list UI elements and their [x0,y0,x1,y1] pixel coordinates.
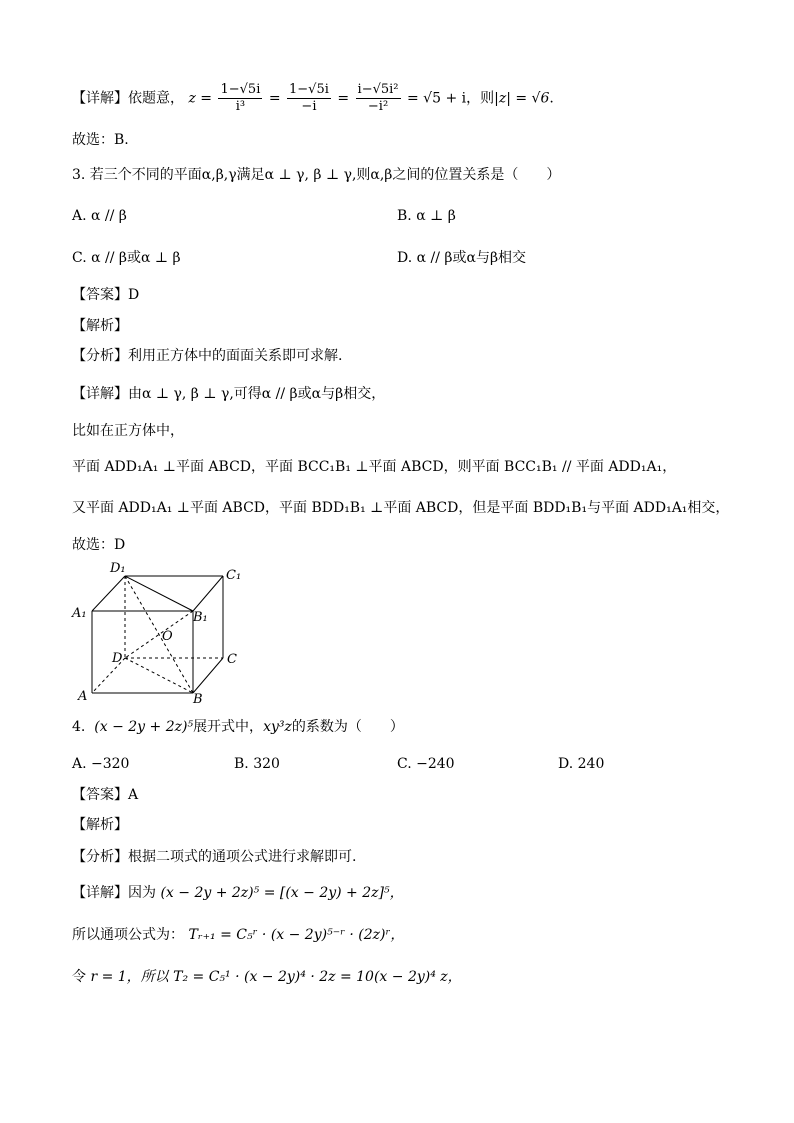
fraction-3: $\frac{\text{i−√5i²}}{\text{−i²}}$ [357,82,399,114]
label-d1: D₁ [110,561,126,576]
q4-let-pre: 令 [72,969,86,985]
q3-answer: 【答案】D [72,287,140,303]
q4-expr: (x − 2y + 2z)⁵ [94,719,194,735]
edge-bc [193,658,223,693]
q3-line2: 又平面 ADD₁A₁ ⊥平面 ABCD，平面 BDD₁B₁ ⊥平面 ABCD，但是平面 BDD₁B₁与平面 ADD₁A₁相交， [72,500,730,516]
q3-line1: 平面 ADD₁A₁ ⊥平面 ABCD，平面 BCC₁B₁ ⊥平面 ABCD，则平面 BCC₁B₁ // 平面 ADD₁A₁， [72,459,677,475]
q4-general-expr: Tᵣ₊₁ = C₅ʳ · (x − 2y)⁵⁻ʳ · (2z)ʳ， [188,927,405,943]
equals: = [200,90,213,107]
label-a1: A₁ [72,606,87,621]
abs-z: |z| = √6 [494,90,550,107]
q3-analysis: 【分析】利用正方体中的面面关系即可求解. [72,348,343,364]
q3-example: 比如在正方体中， [72,423,184,439]
q3-option-a: A. α // β [72,208,127,224]
fraction-1: $\frac{1-√5i}{\text{i³}}$ [220,82,261,114]
detail-line-1 [72,82,554,115]
q4-stem-end: 的系数为（ ） [291,719,404,735]
q4-option-c: C. −240 [397,756,455,772]
q3-jiexi: 【解析】 [72,318,128,334]
q4-answer: 【答案】A [72,787,139,803]
cube-diagram [70,558,250,708]
q4-stem-text: 展开式中， [193,719,264,735]
q4-analysis: 【分析】根据二项式的通项公式进行求解即可. [72,849,357,865]
q3-detail: 【详解】由α ⊥ γ, β ⊥ γ,可得α // β或α与β相交， [72,386,386,402]
equals: = [337,90,350,107]
z-var: z [188,90,196,107]
q4-jiexi: 【解析】 [72,817,128,833]
edge-c1b1 [193,576,223,611]
q4-let [72,967,462,987]
result: = √5 + i [406,90,467,107]
q3-option-c: C. α // β或α ⊥ β [72,250,181,266]
q3-choose: 故选：D [72,537,126,553]
q4-general-pre: 所以通项公式为： [72,927,184,943]
q4-option-b: B. 320 [234,756,280,772]
equals: = [268,90,281,107]
label-o: O [162,629,173,644]
q4-option-d: D. 240 [558,756,605,772]
label-a: A [78,689,88,704]
q4-detail [72,883,404,903]
q4-term: xy³z [263,719,292,735]
detail-tag: 【详解】 [72,90,128,107]
then-text: ，则 [466,90,495,107]
q4-detail-expr: (x − 2y + 2z)⁵ = [(x − 2y) + 2z]⁵， [160,885,404,901]
q4-detail-pre: 【详解】因为 [72,885,156,901]
label-b: B [193,692,203,707]
q4-let-expr: r = 1，所以 T₂ = C₅¹ · (x − 2y)⁴ · 2z = 10(x − 2y)⁴ z， [90,969,462,985]
label-d: D [112,651,123,666]
label-c1: C₁ [226,568,242,583]
detail-text: 依题意， [128,90,184,107]
q4-stem: 4. (x − 2y + 2z)⁵展开式中，xy³z的系数为（ ） [72,719,404,735]
q4-option-a: A. −320 [72,756,130,772]
fraction-2: $\frac{1-√5i}{-i}$ [289,82,329,114]
label-c: C [227,652,237,667]
edge-d1a1 [92,576,125,611]
period: . [549,90,554,107]
q4-general [72,925,404,945]
q3-option-b: B. α ⊥ β [397,208,456,224]
q3-stem: 3. 若三个不同的平面α,β,γ满足α ⊥ γ, β ⊥ γ,则α,β之间的位置关系是（ ） [72,167,561,183]
label-b1: B₁ [193,610,208,625]
q3-option-d: D. α // β或α与β相交 [397,250,527,266]
choose-b: 故选：B. [72,132,129,148]
